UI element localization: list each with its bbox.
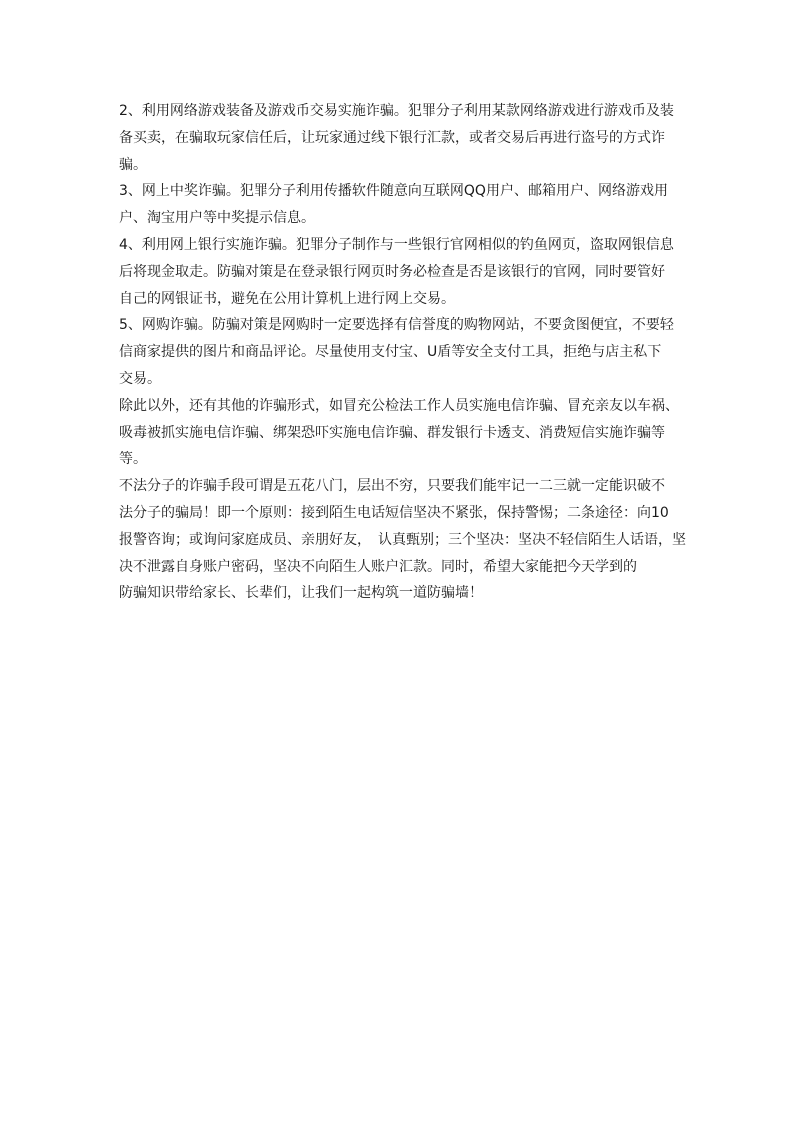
- paragraph-online-banking-fraud: [119, 232, 689, 312]
- text-line: 不法分子的诈骗手段可谓是五花八门，层出不穷，只要我们能牢记一二三就一定能识破不: [119, 478, 665, 495]
- text-line: 2、利用网络游戏装备及游戏币交易实施诈骗。犯罪分子利用某款网络游戏进行游戏币及装: [119, 103, 674, 119]
- text-line: 4、利用网上银行实施诈骗。犯罪分子制作与一些银行官网相似的钓鱼网页，盗取网银信息: [119, 236, 674, 253]
- paragraph-other-fraud-forms: [119, 393, 689, 473]
- text-line: 交易。: [119, 370, 161, 387]
- text-line: 决不泄露自身账户密码，坚决不向陌生人账户汇款。同时，希望大家能把今天学到的: [119, 558, 637, 575]
- text-line: 户、淘宝用户等中奖提示信息。: [119, 210, 315, 227]
- paragraph-conclusion: [119, 473, 689, 607]
- text-line: 备买卖，在骗取玩家信任后，让玩家通过线下银行汇款，或者交易后再进行盗号的方式诈: [119, 129, 665, 146]
- text-line: 骗。: [119, 156, 147, 173]
- paragraph-online-shopping-fraud: [119, 312, 689, 392]
- text-line: 自己的网银证书，避免在公用计算机上进行网上交易。: [119, 290, 455, 307]
- text-line: 防骗知识带给家长、长辈们，让我们一起构筑一道防骗墙！: [119, 585, 483, 602]
- text-line: 5、网购诈骗。防骗对策是网购时一定要选择有信誉度的购物网站，不要贪图便宜，不要轻: [119, 317, 674, 334]
- text-line: 后将现金取走。防骗对策是在登录银行网页时务必检查是否是该银行的官网，同时要管好: [119, 263, 665, 280]
- text-line: 3、网上中奖诈骗。犯罪分子利用传播软件随意向互联网QQ用户、邮箱用户、网络游戏用: [119, 183, 668, 200]
- text-line: 吸毒被抓实施电信诈骗、绑架恐吓实施电信诈骗、群发银行卡透支、消费短信实施诈骗等: [119, 424, 665, 441]
- text-line: 等。: [119, 451, 147, 468]
- text-line: 信商家提供的图片和商品评论。尽量使用支付宝、U盾等安全支付工具，拒绝与店主私下: [119, 344, 662, 361]
- text-line: 除此以外，还有其他的诈骗形式，如冒充公检法工作人员实施电信诈骗、冒充亲友以车祸、: [119, 397, 679, 414]
- document-body: [119, 98, 689, 607]
- paragraph-game-currency-fraud: [119, 98, 689, 178]
- text-line: 法分子的骗局！即一个原则：接到陌生电话短信坚决不紧张，保持警惕；二条途径：向10: [119, 504, 669, 521]
- text-line: 报警咨询；或询问家庭成员、亲朋好友， 认真甄别；三个坚决：坚决不轻信陌生人话语，坚: [119, 531, 686, 548]
- paragraph-online-prize-fraud: [119, 178, 689, 232]
